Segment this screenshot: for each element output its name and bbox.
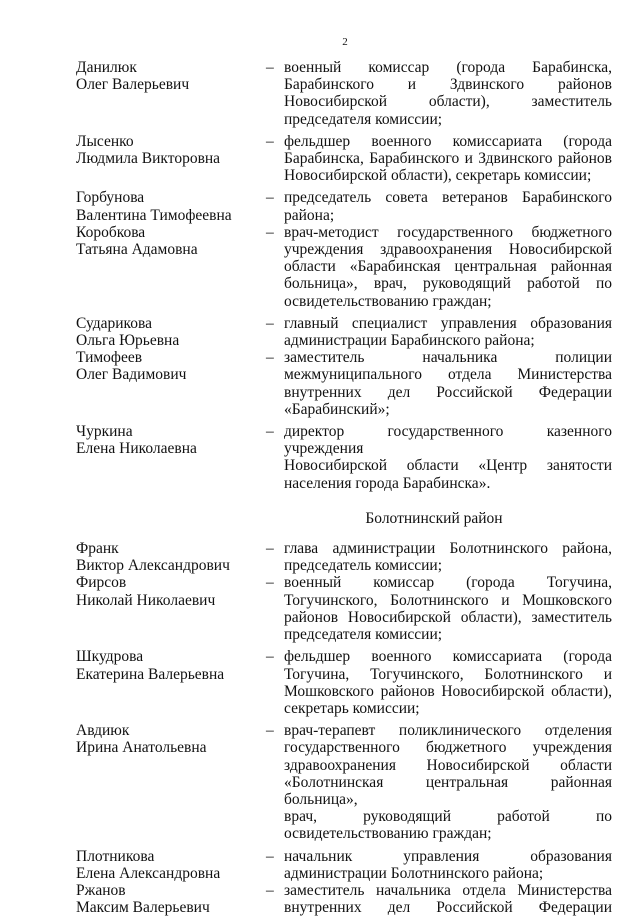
member-role-line: Новосибирской области), секретарь комиссии; [284, 167, 592, 185]
member-entry [76, 540, 612, 574]
member-role-line: здравоохранения Новосибирской области [284, 756, 612, 774]
section-title: Болотнинский район [365, 509, 503, 527]
member-entry [76, 423, 612, 492]
member-surname: Шкудрова [76, 648, 144, 666]
member-name [76, 189, 266, 223]
member-role-line: районов Новосибирской области), заместитель [284, 608, 612, 626]
document-body [76, 59, 612, 916]
member-role-line: государственного бюджетного учреждения [284, 739, 612, 757]
page-number: 2 [342, 36, 348, 48]
member-entry [76, 224, 612, 310]
member-name [76, 882, 266, 916]
member-role-line: военный комиссар (города Барабинска, [284, 59, 612, 76]
member-role-line: заместитель начальника полиции [284, 349, 612, 367]
member-role-line: населения города Барабинска». [284, 474, 491, 492]
member-entry [76, 722, 612, 842]
member-role-line: фельдшер военного комиссариата (города [284, 132, 612, 150]
member-role-line: председатель комиссии; [284, 557, 443, 575]
member-name [76, 224, 266, 310]
member-surname: Плотникова [76, 847, 155, 865]
dash-separator: – [266, 132, 274, 150]
member-entry [76, 133, 612, 185]
dash-separator: – [266, 847, 274, 865]
member-role-line: больница», врач, руководящий работой по [284, 275, 612, 293]
member-role-line: военный комиссар (города Тогучина, [284, 574, 612, 592]
member-name [76, 540, 266, 574]
member-role-line: председателя комиссии; [284, 626, 443, 644]
member-role-line: председателя комиссии; [284, 110, 443, 128]
member-role-line: врач, руководящий работой по [284, 808, 612, 826]
member-entry [76, 848, 612, 882]
dash-separator: – [266, 574, 274, 592]
member-entry [76, 349, 612, 418]
member-entry [76, 189, 612, 223]
member-role-line: администрации Болотнинского района; [284, 864, 544, 882]
member-name [76, 722, 266, 842]
member-role-line: Тогучина, Тогучинского, Болотнинского и [284, 665, 612, 683]
member-role [284, 133, 612, 185]
member-role-line: межмуниципального отдела Министерства [284, 366, 612, 384]
member-given-names: Татьяна Адамовна [76, 241, 198, 259]
member-surname: Сударикова [76, 314, 153, 332]
member-surname: Горбунова [76, 189, 145, 207]
member-name [76, 848, 266, 882]
member-role-line: начальник управления образования [284, 847, 612, 865]
member-role [284, 349, 612, 418]
dash-separator: – [266, 223, 274, 241]
dash-separator: – [266, 423, 274, 441]
member-surname: Ржанов [76, 881, 126, 899]
dash-separator: – [266, 881, 274, 899]
member-given-names: Елена Александровна [76, 864, 221, 882]
member-role-line: врач-методист государственного бюджетного [284, 223, 612, 241]
member-surname: Лысенко [76, 132, 134, 150]
member-surname: Франк [76, 540, 119, 558]
dash-separator: – [266, 648, 274, 666]
member-role-line: освидетельствованию граждан; [284, 292, 492, 310]
dash-separator: – [266, 314, 274, 332]
member-role-line: освидетельствованию граждан; [284, 825, 492, 843]
member-name [76, 133, 266, 185]
member-role-line: фельдшер военного комиссариата (города [284, 648, 612, 666]
member-entry [76, 882, 612, 916]
member-role-line: председатель совета ветеранов Барабинского [284, 189, 612, 207]
member-role-line: области «Барабинская центральная районная [284, 258, 612, 276]
member-surname: Авдиюк [76, 722, 130, 740]
member-role-line: района; [284, 206, 335, 224]
member-role-line: Новосибирской области «Центр занятости [284, 457, 612, 475]
dash-separator: – [266, 189, 274, 207]
member-surname: Тимофеев [76, 349, 143, 367]
member-role-line: главный специалист управления образования [284, 314, 612, 332]
member-given-names: Валентина Тимофеевна [76, 206, 232, 224]
member-given-names: Ирина Анатольевна [76, 739, 207, 757]
dash-separator: – [266, 540, 274, 558]
member-name [76, 648, 266, 717]
member-role [284, 224, 612, 310]
member-name [76, 423, 266, 492]
member-role-line: врач-терапевт поликлинического отделения [284, 722, 612, 740]
member-given-names: Олег Вадимович [76, 366, 187, 384]
dash-separator: – [266, 59, 274, 76]
member-role [284, 848, 612, 882]
member-role [284, 722, 612, 842]
member-given-names: Екатерина Валерьевна [76, 665, 225, 683]
member-role-line: Тогучинского, Болотнинского и Мошковского [284, 591, 612, 609]
member-name [76, 574, 266, 643]
member-role [284, 315, 612, 349]
member-given-names: Максим Валерьевич [76, 899, 210, 916]
member-role-line: внутренних дел Российской Федерации [284, 899, 612, 916]
member-role [284, 574, 612, 643]
member-role-line: «Барабинский»; [284, 400, 390, 418]
member-entry [76, 59, 612, 128]
member-role [284, 189, 612, 223]
member-role-line: Барабинска, Барабинского и Здвинского районов [284, 150, 612, 168]
member-role-line: заместитель начальника отдела Министерства [284, 881, 612, 899]
dash-separator: – [266, 349, 274, 367]
member-surname: Коробкова [76, 223, 146, 241]
member-surname: Данилюк [76, 59, 137, 76]
member-role [284, 648, 612, 717]
member-name [76, 315, 266, 349]
member-given-names: Олег Валерьевич [76, 76, 190, 94]
member-role-line: внутренних дел Российской Федерации [284, 383, 612, 401]
member-role-line: секретарь комиссии; [284, 699, 420, 717]
member-role [284, 882, 612, 916]
member-surname: Фирсов [76, 574, 127, 592]
member-role-line: директор государственного казенного учреждения [284, 423, 612, 458]
member-role-line: учреждения здравоохранения Новосибирской [284, 241, 612, 259]
member-role [284, 423, 612, 492]
member-role [284, 59, 612, 128]
member-name [76, 59, 266, 128]
member-role-line: Барабинского и Здвинского районов [284, 76, 612, 94]
dash-separator: – [266, 722, 274, 740]
member-given-names: Николай Николаевич [76, 591, 216, 609]
member-role [284, 540, 612, 574]
member-entry [76, 574, 612, 643]
member-entry [76, 648, 612, 717]
member-given-names: Людмила Викторовна [76, 150, 221, 168]
member-name [76, 349, 266, 418]
member-role-line: Новосибирской области), заместитель [284, 93, 612, 111]
member-given-names: Виктор Александрович [76, 557, 230, 575]
member-role-line: «Болотнинская центральная районная больница», [284, 773, 612, 808]
member-role-line: глава администрации Болотнинского района, [284, 540, 612, 558]
member-role-line: Мошковского районов Новосибирской области), [284, 682, 612, 700]
member-role-line: администрации Барабинского района; [284, 332, 535, 350]
member-entry [76, 315, 612, 349]
member-given-names: Елена Николаевна [76, 440, 197, 458]
member-surname: Чуркина [76, 423, 133, 441]
member-given-names: Ольга Юрьевна [76, 332, 180, 350]
